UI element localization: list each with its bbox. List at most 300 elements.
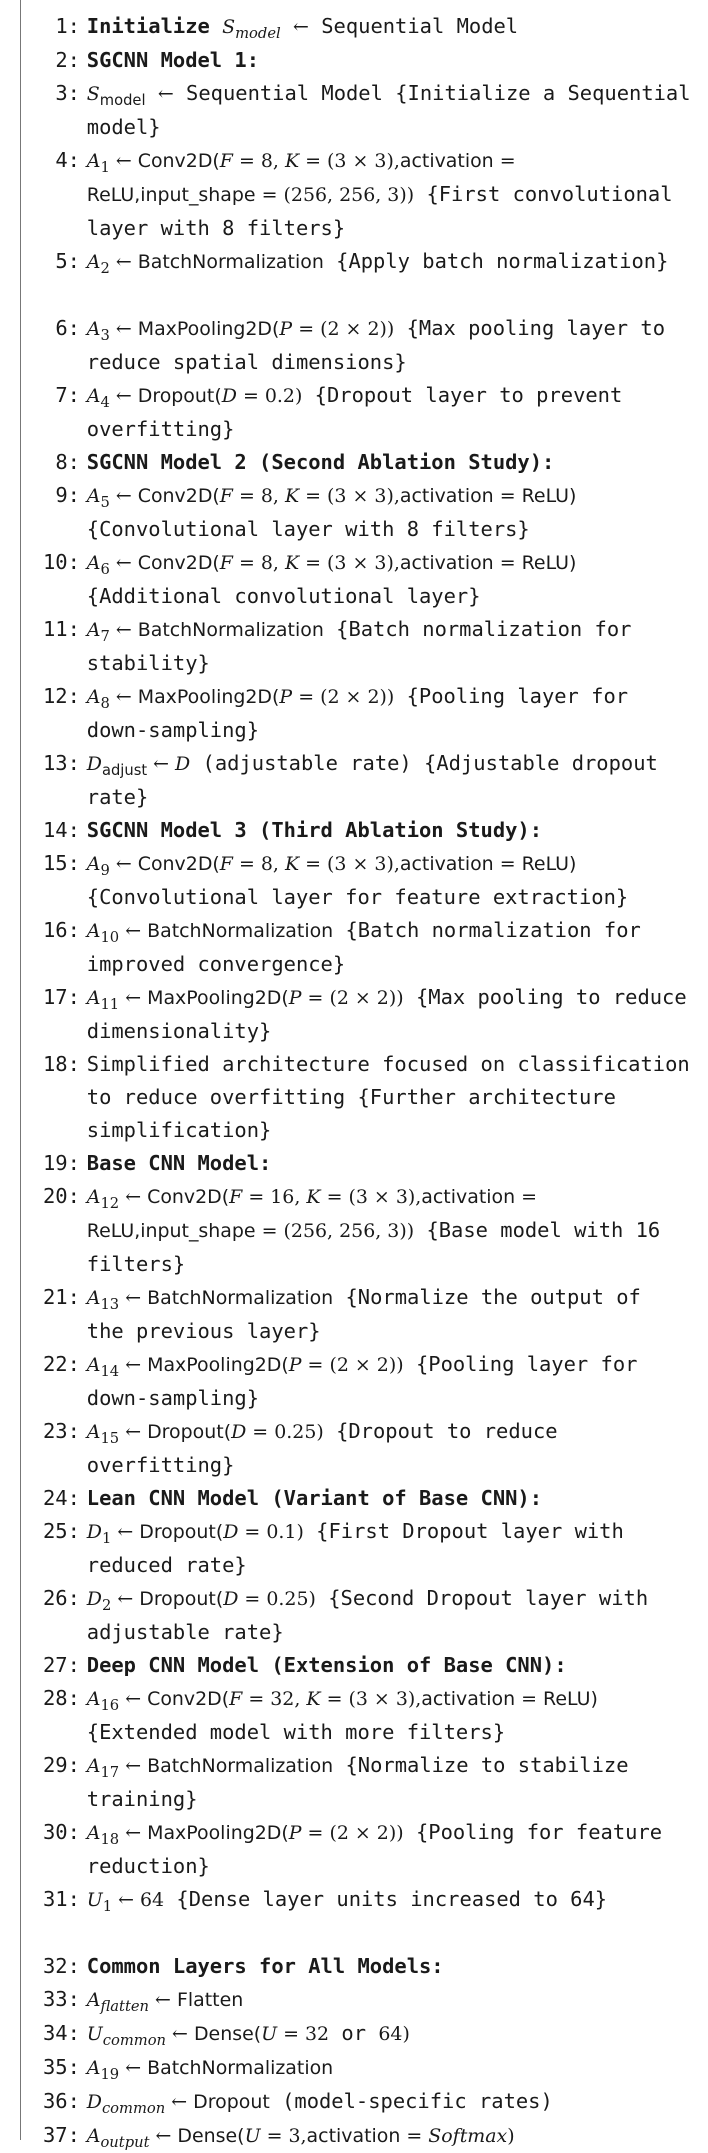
line-segment: 13 xyxy=(100,1296,120,1314)
line-number: 19: xyxy=(42,1151,80,1175)
line-segment: 12 xyxy=(100,1195,120,1213)
line-segment xyxy=(281,14,293,38)
line-content xyxy=(80,1716,702,1749)
line-segment: ← xyxy=(157,83,174,105)
algorithm-step xyxy=(42,1348,704,1382)
line-segment: ← xyxy=(119,1421,148,1443)
line-segment: down-sampling} xyxy=(86,1386,260,1410)
line-number: 36: xyxy=(42,2089,80,2113)
line-segment: Sequential Model {Initialize a Sequential xyxy=(173,81,691,105)
algorithm-step-continuation xyxy=(42,781,704,814)
line-segment: dimensionality} xyxy=(86,1019,272,1043)
algorithm-step-continuation xyxy=(42,513,704,546)
line-segment: A xyxy=(86,552,101,574)
line-segment: 11 xyxy=(100,996,120,1014)
line-segment: ) xyxy=(507,2125,515,2147)
algorithm-step xyxy=(42,1950,704,1983)
line-segment: A xyxy=(86,987,101,1009)
line-segment: ← xyxy=(109,552,138,574)
line-segment: {Apply batch normalization} xyxy=(323,249,669,273)
algorithm-step xyxy=(42,2017,704,2051)
line-segment: MaxPooling2D( xyxy=(137,686,280,708)
line-segment: {Convolutional layer for feature extraction} xyxy=(86,885,629,909)
line-segment: A xyxy=(86,485,101,507)
line-content xyxy=(80,680,702,714)
line-segment: stability} xyxy=(86,651,210,675)
line-segment: F xyxy=(219,485,233,507)
line-segment: = 32 xyxy=(277,2023,330,2045)
line-segment: ← xyxy=(119,1287,148,1309)
line-segment: = (2 × 2)) xyxy=(292,686,395,708)
line-number: 28: xyxy=(42,1686,80,1710)
line-segment: {Dropout to reduce xyxy=(323,1419,558,1443)
line-number: 26: xyxy=(42,1586,80,1610)
line-segment: D xyxy=(231,1421,247,1443)
line-content xyxy=(80,1382,702,1415)
line-content xyxy=(80,212,702,245)
algorithm-step-continuation xyxy=(42,1382,704,1415)
line-content xyxy=(80,1582,702,1616)
line-content xyxy=(80,1816,702,1850)
line-segment: Dense( xyxy=(193,2023,262,2045)
line-segment: {Batch normalization for xyxy=(323,617,632,641)
algorithm-step xyxy=(42,814,704,847)
line-segment: model xyxy=(99,92,146,110)
algorithm-step xyxy=(42,2085,704,2119)
line-content xyxy=(80,1515,702,1549)
line-segment: {Second Dropout layer with xyxy=(315,1586,649,1610)
line-segment: 1 xyxy=(102,1898,113,1916)
line-content xyxy=(80,1950,702,1983)
line-number: 35: xyxy=(42,2055,80,2079)
line-content xyxy=(80,1749,702,1783)
line-content xyxy=(80,379,702,413)
line-segment: = (3 × 3), xyxy=(299,150,400,172)
line-number: 25: xyxy=(42,1519,80,1543)
algorithm-step xyxy=(42,1816,704,1850)
line-segment: Conv2D( xyxy=(137,853,220,875)
line-segment: = 0.2) xyxy=(236,385,303,407)
line-content xyxy=(80,446,702,479)
line-segment: ReLU) xyxy=(521,485,577,507)
line-segment: {Pooling layer for xyxy=(403,1352,638,1376)
line-segment: F xyxy=(229,1688,243,1710)
line-content xyxy=(80,44,702,77)
line-number: 17: xyxy=(42,985,80,1009)
line-segment: S xyxy=(222,16,236,38)
line-segment: = (3 × 3), xyxy=(320,1186,422,1208)
line-segment: A xyxy=(86,251,101,273)
algorithm-step xyxy=(42,747,704,781)
line-segment: A xyxy=(86,1755,101,1777)
line-content xyxy=(80,1616,702,1649)
line-segment: A xyxy=(86,1822,101,1844)
algorithm-step-continuation xyxy=(42,1716,704,1749)
line-segment: {Extended model with more filters} xyxy=(86,1720,506,1744)
line-content xyxy=(80,1883,702,1917)
line-segment: reduced rate} xyxy=(86,1553,247,1577)
line-segment: 2 xyxy=(101,1597,112,1615)
line-segment: activation xyxy=(421,1186,516,1208)
line-segment: improved convergence} xyxy=(86,952,346,976)
line-segment: common xyxy=(101,2100,166,2118)
line-segment: reduction} xyxy=(86,1854,210,1878)
line-content xyxy=(80,747,702,781)
line-number: 24: xyxy=(42,1486,80,1510)
line-segment: = (256, 256, 3)) xyxy=(255,1220,415,1242)
line-content xyxy=(80,513,702,546)
section-heading: Common Layers for All Models: xyxy=(86,1954,444,1978)
section-heading: Lean CNN Model (Variant of Base CNN): xyxy=(86,1486,543,1510)
line-number: 27: xyxy=(42,1653,80,1677)
line-segment: Conv2D( xyxy=(137,485,220,507)
line-content xyxy=(80,1850,702,1883)
line-segment: (model-specific rates) xyxy=(269,2089,553,2113)
line-content xyxy=(80,2051,702,2085)
line-segment: = 8, xyxy=(232,552,285,574)
line-number: 37: xyxy=(42,2123,80,2147)
line-segment: 14 xyxy=(100,1363,120,1381)
line-content xyxy=(80,2017,702,2051)
line-segment: flatten xyxy=(100,1998,150,2016)
line-segment: ← xyxy=(119,2057,148,2079)
line-segment: ← xyxy=(109,686,138,708)
line-segment: U xyxy=(244,2125,261,2147)
section-heading: Initialize xyxy=(86,14,223,38)
line-content xyxy=(80,2085,702,2119)
line-segment: 7 xyxy=(100,628,110,646)
algorithm-step xyxy=(42,479,704,513)
line-number: 30: xyxy=(42,1820,80,1844)
line-content xyxy=(80,1983,702,2017)
line-segment: ← xyxy=(119,1186,148,1208)
line-segment: = xyxy=(493,853,522,875)
algorithm-step xyxy=(42,312,704,346)
line-segment: 18 xyxy=(100,1831,120,1849)
line-number: 21: xyxy=(42,1285,80,1309)
line-segment: K xyxy=(306,1186,321,1208)
line-segment: common xyxy=(102,2032,167,2050)
line-segment: down-sampling} xyxy=(86,718,260,742)
line-segment: activation xyxy=(399,552,494,574)
line-segment: U xyxy=(86,2023,103,2045)
line-content xyxy=(80,479,702,513)
line-segment: model xyxy=(235,25,281,43)
line-segment: = 0.25) xyxy=(246,1421,324,1443)
line-segment: P xyxy=(288,987,302,1009)
line-segment: 3 xyxy=(100,327,110,345)
line-segment: MaxPooling2D( xyxy=(137,318,280,340)
line-content xyxy=(80,881,702,914)
line-segment: or xyxy=(329,2021,379,2045)
algorithm-step xyxy=(42,847,704,881)
line-number: 8: xyxy=(55,450,80,474)
algorithm-step-continuation xyxy=(42,1114,704,1147)
line-segment: D xyxy=(221,385,237,407)
line-segment: P xyxy=(279,686,293,708)
line-segment: {Base model with 16 xyxy=(414,1218,661,1242)
algorithm-step xyxy=(42,1048,704,1081)
line-segment: D xyxy=(86,753,102,775)
line-segment: = (2 × 2)) xyxy=(292,318,395,340)
algorithm-step-continuation xyxy=(42,1214,704,1248)
line-segment: ← xyxy=(109,251,138,273)
line-segment: ← xyxy=(147,753,176,775)
algorithm-step-continuation xyxy=(42,1081,704,1114)
line-segment: = 8, xyxy=(232,150,285,172)
algorithm-step xyxy=(42,446,704,479)
line-segment: Dropout( xyxy=(137,385,222,407)
line-number: 18: xyxy=(42,1052,80,1076)
line-segment: = (3 × 3), xyxy=(299,853,400,875)
algorithm-step-continuation xyxy=(42,1248,704,1281)
line-number: 15: xyxy=(42,851,80,875)
line-segment: A xyxy=(86,1186,101,1208)
line-number: 13: xyxy=(42,751,80,775)
line-segment: = xyxy=(493,150,516,172)
line-segment: ← xyxy=(119,1822,148,1844)
line-segment: overfitting} xyxy=(86,417,235,441)
line-segment: ReLU) xyxy=(543,1688,598,1710)
line-number: 20: xyxy=(42,1184,80,1208)
algorithm-step-continuation xyxy=(42,881,704,914)
line-segment: D xyxy=(86,2091,102,2113)
line-segment: ← xyxy=(119,987,148,1009)
line-segment: Conv2D( xyxy=(147,1688,230,1710)
line-segment: A xyxy=(86,619,101,641)
line-segment: Flatten xyxy=(176,1989,244,2011)
algorithm-step xyxy=(42,1749,704,1783)
line-segment: ← xyxy=(109,150,138,172)
line-segment: ← xyxy=(119,1755,148,1777)
line-segment: = (2 × 2)) xyxy=(301,1354,404,1376)
algorithm-step xyxy=(42,379,704,413)
line-number: 14: xyxy=(42,818,80,842)
line-segment: 15 xyxy=(100,1430,120,1448)
algorithm-step xyxy=(42,1649,704,1682)
line-segment: ← xyxy=(119,1688,148,1710)
line-segment: training} xyxy=(86,1787,198,1811)
line-segment: activation xyxy=(306,2125,401,2147)
algorithm-step xyxy=(42,1515,704,1549)
line-segment: = (3 × 3), xyxy=(299,552,400,574)
algorithm-step xyxy=(42,546,704,580)
line-segment: A xyxy=(86,150,101,172)
line-segment: adjust xyxy=(101,762,148,780)
line-segment: 8 xyxy=(100,695,110,713)
line-segment: Dropout( xyxy=(139,1521,224,1543)
line-content xyxy=(80,1114,702,1147)
line-segment: ← xyxy=(293,16,309,38)
line-segment: K xyxy=(284,150,300,172)
line-segment: Conv2D( xyxy=(147,1186,230,1208)
line-content xyxy=(80,1783,702,1816)
algorithm-step xyxy=(42,981,704,1015)
line-segment: 19 xyxy=(100,2066,120,2084)
line-segment: ← xyxy=(109,318,138,340)
algorithm-step xyxy=(42,2051,704,2085)
line-segment: F xyxy=(219,150,233,172)
line-segment: {Normalize the output of xyxy=(333,1285,641,1309)
line-number: 4: xyxy=(55,148,80,172)
line-segment: (adjustable rate) {Adjustable dropout xyxy=(190,751,658,775)
line-segment: P xyxy=(288,1822,302,1844)
line-segment: D xyxy=(86,1521,102,1543)
line-segment: Dropout xyxy=(193,2091,270,2113)
line-segment: ← xyxy=(165,2091,194,2113)
line-segment: 5 xyxy=(100,494,110,512)
algorithm-step xyxy=(42,1415,704,1449)
line-content xyxy=(80,111,702,144)
line-segment: ← xyxy=(109,385,138,407)
line-segment: to reduce overfitting {Further architecture xyxy=(86,1085,616,1109)
line-segment: model} xyxy=(86,115,161,139)
line-segment: overfitting} xyxy=(86,1453,235,1477)
line-number: 6: xyxy=(55,316,80,340)
algorithm-step-continuation xyxy=(42,647,704,680)
line-segment: = (2 × 2)) xyxy=(301,1822,404,1844)
line-content xyxy=(80,613,702,647)
algorithm-step xyxy=(42,144,704,178)
line-segment: simplification} xyxy=(86,1118,272,1142)
algorithm-listing xyxy=(42,10,704,2153)
line-segment: 16 xyxy=(100,1697,120,1715)
line-segment: A xyxy=(86,1421,101,1443)
algorithm-step-continuation xyxy=(42,346,704,379)
line-number: 9: xyxy=(55,483,80,507)
line-segment: activation xyxy=(399,853,494,875)
algorithm-step-continuation xyxy=(42,212,704,245)
line-number: 32: xyxy=(42,1954,80,1978)
line-segment: A xyxy=(86,2125,101,2147)
line-segment: A xyxy=(86,920,101,942)
line-segment: = 16, xyxy=(242,1186,307,1208)
algorithm-step xyxy=(42,1883,704,1917)
line-content xyxy=(80,1549,702,1582)
line-segment: = xyxy=(515,1186,538,1208)
line-segment: 6 xyxy=(100,561,110,579)
line-segment: {Additional convolutional layer} xyxy=(86,584,481,608)
line-segment: {Convolutional layer with 8 filters} xyxy=(86,517,530,541)
line-content xyxy=(80,413,702,446)
line-content xyxy=(80,714,702,747)
line-segment: Dropout( xyxy=(139,1588,224,1610)
line-segment: BatchNormalization xyxy=(137,251,324,273)
algorithm-step-continuation xyxy=(42,1315,704,1348)
line-segment: P xyxy=(279,318,293,340)
line-segment: A xyxy=(86,1688,101,1710)
line-number: 7: xyxy=(55,383,80,407)
line-content xyxy=(80,346,702,379)
line-segment: = xyxy=(515,1688,544,1710)
line-segment: MaxPooling2D( xyxy=(147,1822,289,1844)
line-segment: {First Dropout layer with xyxy=(303,1519,624,1543)
line-segment: Dropout( xyxy=(147,1421,232,1443)
algorithm-step xyxy=(42,1482,704,1515)
line-number: 3: xyxy=(55,81,80,105)
line-segment: = xyxy=(400,2125,429,2147)
line-content xyxy=(80,1649,702,1682)
line-content xyxy=(80,1415,702,1449)
line-segment: P xyxy=(288,1354,302,1376)
line-segment: A xyxy=(86,853,101,875)
line-segment: K xyxy=(284,552,300,574)
line-segment: Conv2D( xyxy=(137,552,220,574)
line-segment: ← xyxy=(166,2023,194,2045)
algorithm-step xyxy=(42,914,704,948)
line-segment: Softmax xyxy=(428,2125,508,2147)
line-segment: ← 64 xyxy=(112,1889,165,1911)
line-number: 10: xyxy=(42,550,80,574)
algorithm-step xyxy=(42,1147,704,1180)
algorithm-step xyxy=(42,1682,704,1716)
line-content xyxy=(80,1449,702,1482)
line-segment: = 8, xyxy=(232,853,285,875)
line-content xyxy=(80,847,702,881)
line-segment: A xyxy=(86,1989,101,2011)
algorithm-step-continuation xyxy=(42,580,704,613)
line-segment: {First convolutional xyxy=(414,182,673,206)
left-border-rule xyxy=(20,0,21,2140)
algorithm-step-continuation xyxy=(42,714,704,747)
line-segment: {Max pooling layer to xyxy=(394,316,666,340)
line-content xyxy=(80,948,702,981)
line-content xyxy=(80,1081,702,1114)
line-segment: {Pooling layer for xyxy=(394,684,629,708)
line-content xyxy=(80,1048,702,1081)
line-segment: ← xyxy=(149,2125,178,2147)
section-heading: SGCNN Model 1: xyxy=(86,48,260,72)
line-number: 12: xyxy=(42,684,80,708)
line-segment: = 8, xyxy=(232,485,285,507)
line-content xyxy=(80,914,702,948)
line-segment: MaxPooling2D( xyxy=(147,1354,289,1376)
line-segment: K xyxy=(284,853,300,875)
line-segment: S xyxy=(86,83,100,105)
line-content xyxy=(80,1015,702,1048)
line-segment: reduce spatial dimensions} xyxy=(86,350,407,374)
line-number: 31: xyxy=(42,1887,80,1911)
line-content xyxy=(80,1214,702,1248)
line-content xyxy=(80,245,702,279)
line-segment: K xyxy=(284,485,300,507)
algorithm-step-continuation xyxy=(42,111,704,144)
algorithm-step xyxy=(42,245,704,279)
line-content xyxy=(80,1180,702,1214)
line-segment: D xyxy=(86,1588,102,1610)
line-segment: A xyxy=(86,385,101,407)
line-segment: 2 xyxy=(100,260,110,278)
line-number: 29: xyxy=(42,1753,80,1777)
line-segment: BatchNormalization xyxy=(137,619,324,641)
line-segment: 9 xyxy=(100,862,110,880)
line-number: 22: xyxy=(42,1352,80,1376)
algorithm-step xyxy=(42,44,704,77)
line-content xyxy=(80,312,702,346)
line-content xyxy=(80,1682,702,1716)
algorithm-step xyxy=(42,1983,704,2017)
algorithm-step-continuation xyxy=(42,1549,704,1582)
line-number: 5: xyxy=(55,249,80,273)
line-segment: ← xyxy=(109,853,138,875)
line-content xyxy=(80,647,702,680)
line-content xyxy=(80,144,702,178)
line-segment: A xyxy=(86,1354,101,1376)
section-heading: Deep CNN Model (Extension of Base CNN): xyxy=(86,1653,567,1677)
line-segment: = 32, xyxy=(242,1688,307,1710)
algorithm-step-continuation xyxy=(42,1616,704,1649)
line-segment: 1 xyxy=(100,159,110,177)
